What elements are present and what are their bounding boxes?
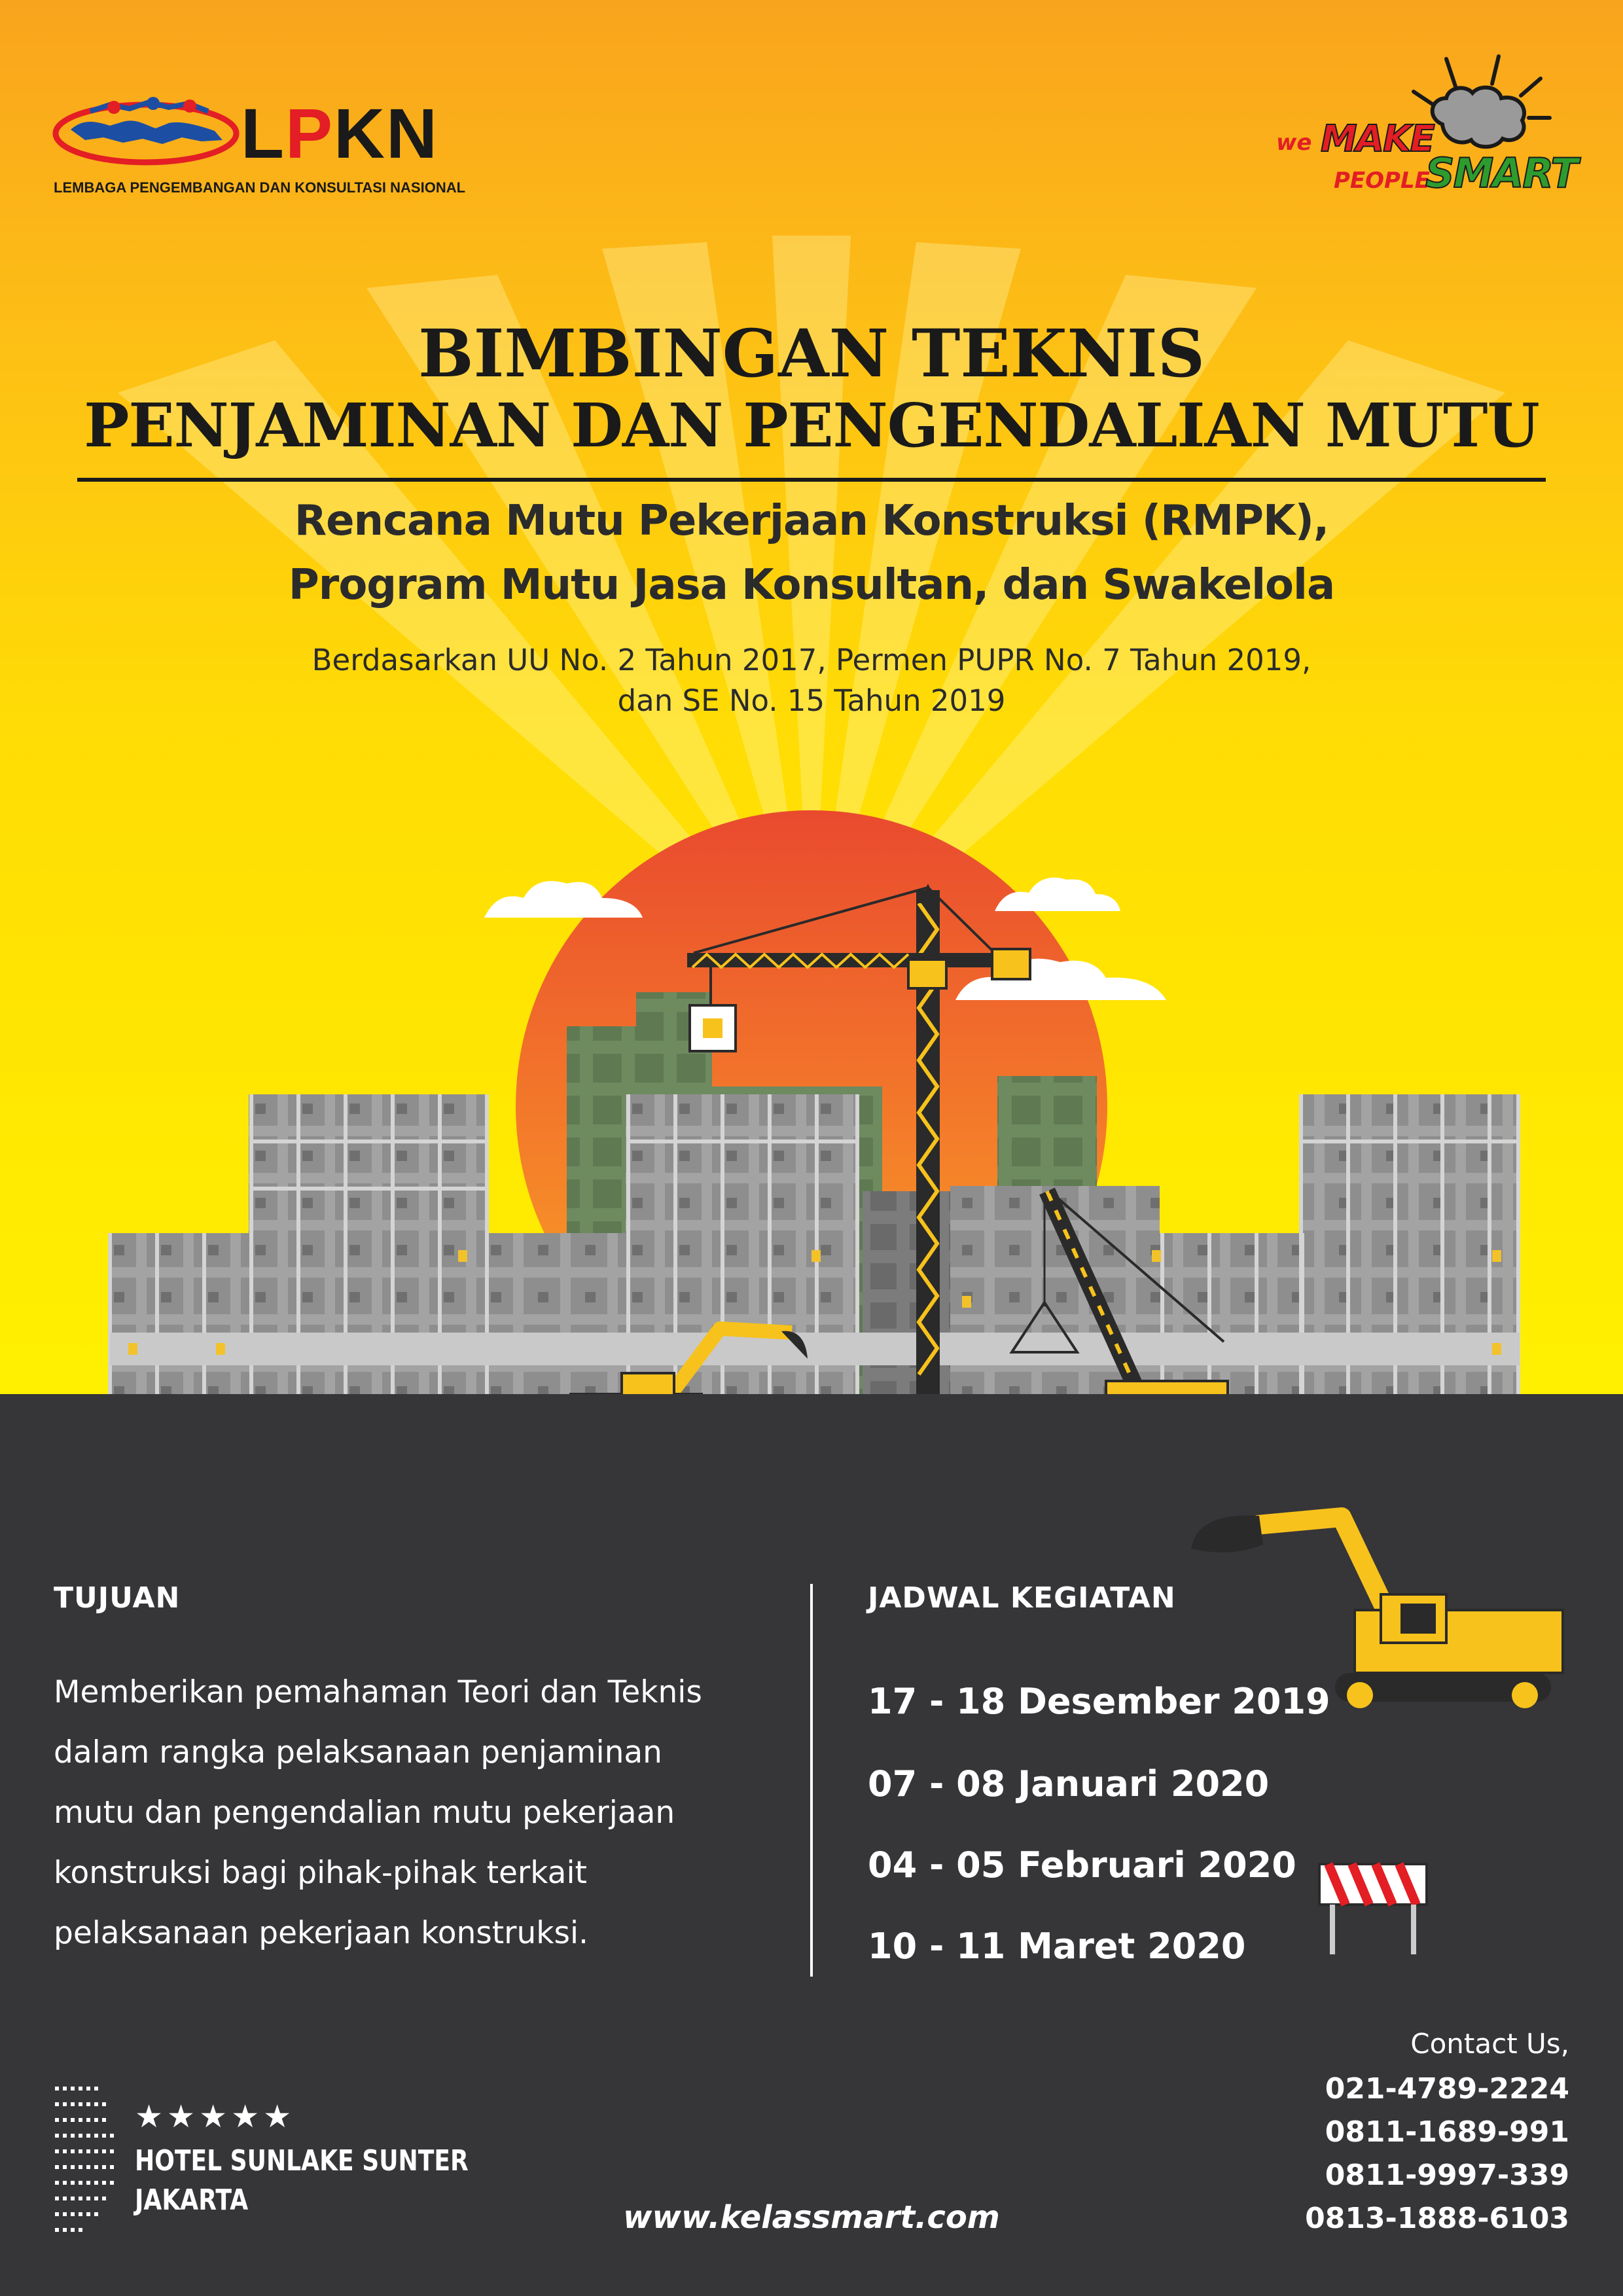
venue-city: JAKARTA bbox=[135, 2183, 249, 2217]
excavator-icon bbox=[1191, 1515, 1563, 1708]
tujuan-text bbox=[54, 1662, 774, 1964]
legal-basis-line-2: dan SE No. 15 Tahun 2019 bbox=[617, 683, 1006, 718]
tujuan-line: dalam rangka pelaksanaan penjaminan bbox=[54, 1734, 662, 1770]
schedule-date: 07 - 08 Januari 2020 bbox=[868, 1763, 1270, 1804]
tagline-make: MAKE bbox=[1321, 118, 1434, 160]
subtitle-line-1: Rencana Mutu Pekerjaan Konstruksi (RMPK), bbox=[294, 497, 1329, 545]
logo-letters-kn: KN bbox=[334, 94, 439, 173]
legal-basis-line-1: Berdasarkan UU No. 2 Tahun 2017, Permen PUPR No. 7 Tahun 2019, bbox=[312, 643, 1311, 677]
schedule-date: 17 - 18 Desember 2019 bbox=[868, 1681, 1330, 1722]
column-divider bbox=[810, 1584, 813, 1977]
phone-number[interactable]: 0811-9997-339 bbox=[1325, 2159, 1569, 2192]
tujuan-line: pelaksanaan pekerjaan konstruksi. bbox=[54, 1915, 588, 1951]
logo-letter-l: L bbox=[241, 94, 285, 173]
tujuan-heading: TUJUAN bbox=[54, 1581, 181, 1615]
website-link[interactable]: www.kelassmart.com bbox=[623, 2199, 1000, 2236]
star-icon: ★★★★★ bbox=[135, 2098, 296, 2135]
page-title: BIMBINGAN TEKNIS bbox=[418, 315, 1205, 392]
tagline-we: we bbox=[1276, 130, 1312, 156]
tagline-smart: SMART bbox=[1425, 149, 1577, 197]
tujuan-line: Memberikan pemahaman Teori dan Teknis bbox=[54, 1674, 702, 1710]
logo-letter-p: P bbox=[285, 94, 334, 173]
phone-number[interactable]: 021-4789-2224 bbox=[1325, 2072, 1569, 2106]
barrier-icon bbox=[1319, 1864, 1427, 1954]
phone-number[interactable]: 0813-1888-6103 bbox=[1305, 2202, 1569, 2235]
subtitle-line-2: Program Mutu Jasa Konsultan, dan Swakelola bbox=[288, 561, 1335, 609]
page-title-line-2: PENJAMINAN DAN PENGENDALIAN MUTU bbox=[84, 390, 1539, 461]
phone-number[interactable]: 0811-1689-991 bbox=[1325, 2115, 1569, 2149]
tujuan-line: konstruksi bagi pihak-pihak terkait bbox=[54, 1855, 587, 1891]
schedule-date: 04 - 05 Februari 2020 bbox=[868, 1844, 1296, 1886]
schedule-date: 10 - 11 Maret 2020 bbox=[868, 1926, 1246, 1967]
contact-label: Contact Us, bbox=[1410, 2028, 1569, 2060]
tujuan-line: mutu dan pengendalian mutu pekerjaan bbox=[54, 1795, 675, 1831]
jadwal-heading: JADWAL KEGIATAN bbox=[868, 1581, 1176, 1615]
tagline-people: PEOPLE bbox=[1334, 168, 1430, 194]
logo-subtitle: LEMBAGA PENGEMBANGAN DAN KONSULTASI NASIONAL bbox=[54, 179, 466, 196]
venue-name: HOTEL SUNLAKE SUNTER bbox=[135, 2144, 469, 2178]
